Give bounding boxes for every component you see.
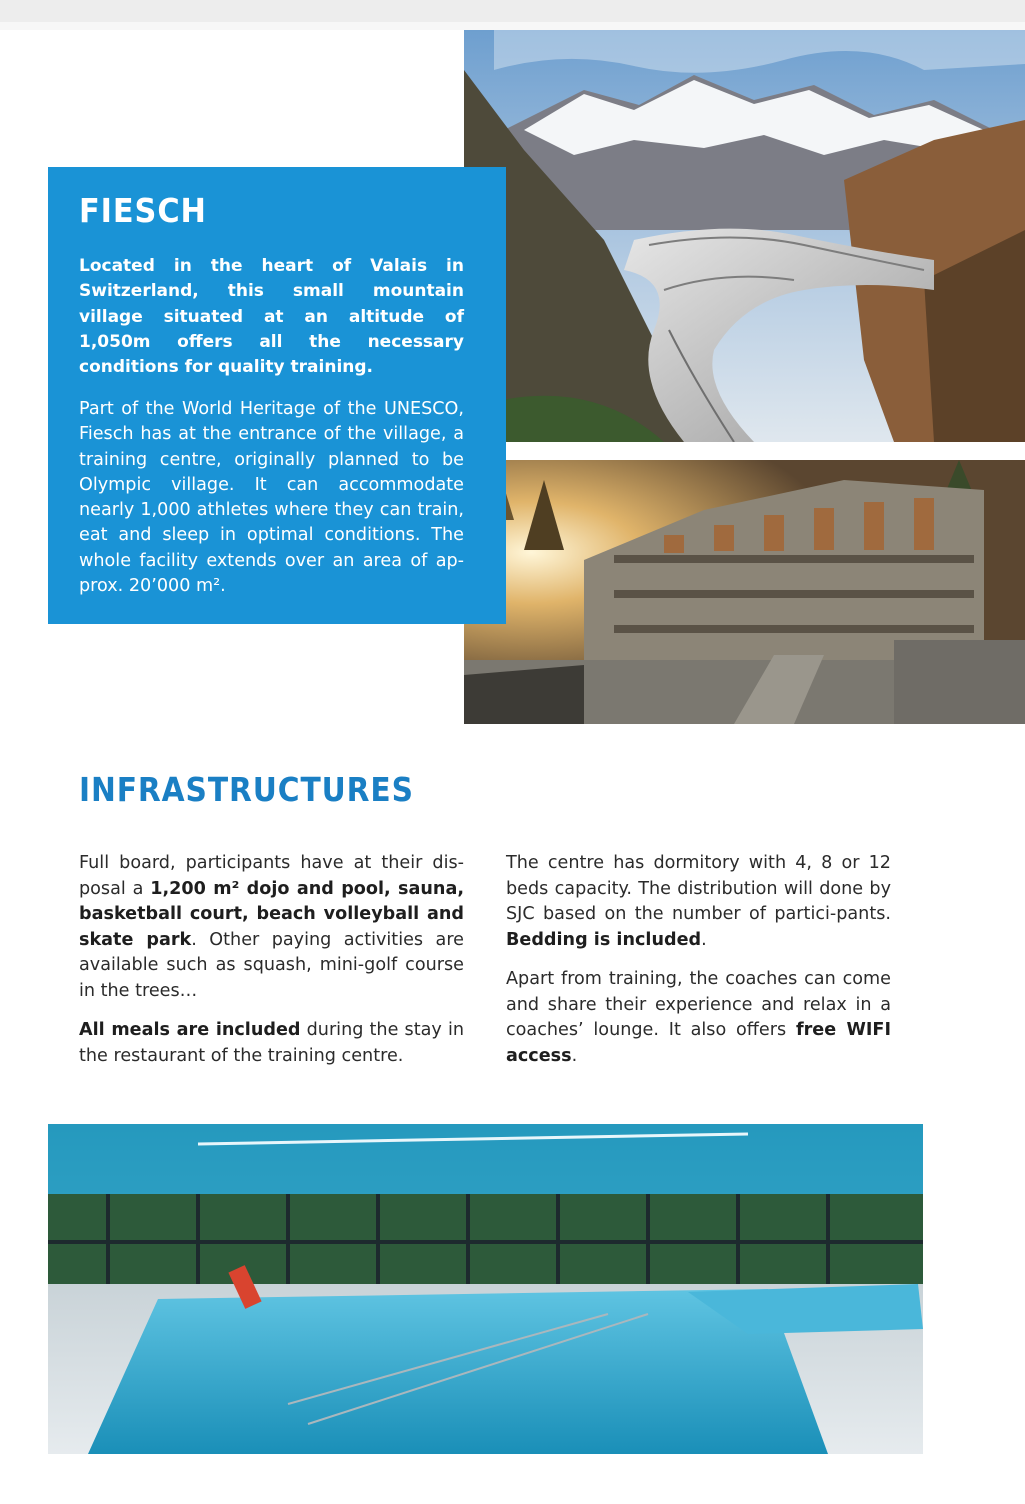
- fiesch-info-box: [48, 167, 506, 624]
- infrastructures-title: INFRASTRUCTURES: [79, 770, 414, 809]
- infrastructures-left-column: [79, 851, 464, 1083]
- wifi-highlight: free WIFI access: [506, 1020, 891, 1066]
- fiesch-lead-paragraph: Located in the heart of Valais in Switzerland, this small mountain village situated at an altitude of 1,050m offers all the necessary conditions for quality training.: [79, 256, 464, 378]
- top-bar: [0, 0, 1025, 22]
- top-divider: [0, 22, 1025, 30]
- bedding-highlight: Bedding is included: [506, 929, 702, 950]
- meals-paragraph: All meals are included during the stay in the restaurant of the training centre.: [79, 1020, 464, 1066]
- infrastructures-right-column: [506, 851, 891, 1083]
- glacier-photo: [464, 30, 1025, 442]
- training-centre-photo: [464, 460, 1025, 724]
- fiesch-title: FIESCH: [79, 191, 207, 230]
- coaches-paragraph: Apart from training, the coaches can come and share their experience and relax in a coaches’ lounge. It also offers free WIFI access.: [506, 969, 891, 1066]
- facilities-paragraph: Full board, participants have at their dis-posal a 1,200 m² dojo and pool, sauna, basketball court, beach volleyball and skate park. Other paying activities are available such as squash, mini-golf course in the trees…: [79, 853, 465, 1001]
- fiesch-body-paragraph: Part of the World Heritage of the UNESCO, Fiesch has at the entrance of the village, a training centre, originally planned to be Olympic village. It can accommodate nearly 1,000 athletes where they can train, eat and sleep in optimal conditions. The whole facility extends over an area of ap-prox. 20’000 m².: [79, 399, 464, 597]
- meals-highlight: All meals are included: [79, 1020, 301, 1040]
- facilities-highlight: 1,200 m² dojo and pool, sauna, basketball court, beach volleyball and skate park: [79, 878, 465, 950]
- dormitory-paragraph: The centre has dormitory with 4, 8 or 12 beds capacity. The distribution will done by SJC based on the number of partici-pants. Bedding is included.: [506, 853, 891, 950]
- indoor-pool-photo: [48, 1124, 923, 1454]
